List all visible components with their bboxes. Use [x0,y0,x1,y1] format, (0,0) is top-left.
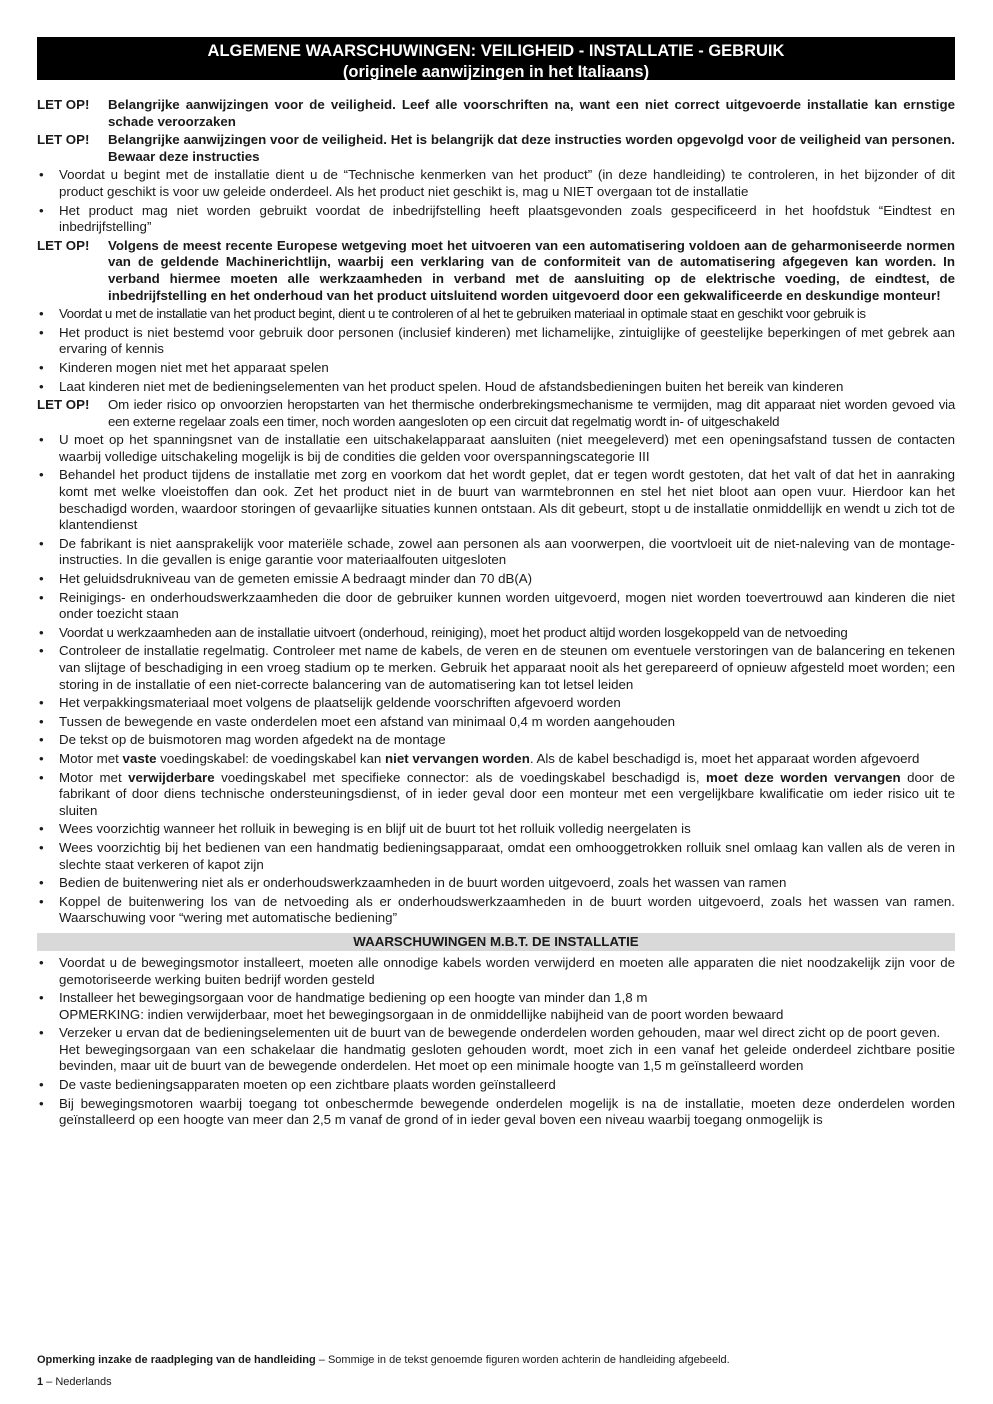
list-item-text: Voordat u werkzaamheden aan de installatie uitvoert (onderhoud, reiniging), moet het product altijd worden losgekoppeld van de netvoeding [59,624,848,640]
list-item-text: Voordat u begint met de installatie dient u de “Technische kenmerken van het product” (in deze handleiding) te controleren, in het bijzonder of dit product geschikt is voor uw geleide onderdeel. Als het product niet geschikt is, mag u NIET overgaan tot de installatie [59,167,955,199]
list-item [37,432,955,465]
list-item-text: Koppel de buitenwering los van de netvoeding als er onderhoudswerkzaamheden in de buurt worden uitgevoerd, zoals het wassen van ramen. Waarschuwing voor “wering met automatische bediening” [59,893,955,926]
list-item [37,360,955,377]
page-number-value: 1 [37,1376,44,1388]
bullet-glyph: • [39,324,44,340]
warning-label: LET OP! [37,97,90,112]
bullet-glyph: • [39,875,44,891]
warning-label: LET OP! [37,397,90,413]
page [37,37,955,1131]
bullet-glyph: • [39,954,44,970]
list-item-text: Behandel het product tijdens de installatie met zorg en voorkom dat het wordt geplet, dat er tegen wordt gestoten, dat het valt of dat het in aanraking komt met welke vloeistoffen dan ook. Zet het product niet in de buurt van warmtebronnen en stel het niet bloot aan open vuur. Hierdoor kan het beschadigd worden, waardoor storingen of gevaarlijke situaties kunnen ontstaan. Als dit gebeurt, stopt u de installatie onmiddellijk en wendt u zich tot de klantendienst [59,467,955,533]
list-item [37,894,955,927]
list-item-text: Laat kinderen niet met de bedieningselementen van het product spelen. Houd de afstandsbedieningen buiten het bereik van kinderen [59,378,844,394]
list-item-text: Bij bewegingsmotoren waarbij toegang tot onbeschermde bewegende onderdelen mogelijk is na de installatie, moeten deze onderdelen worden geïnstalleerd op een hoogte van meer dan 2,5 m vanaf de grond of in ieder geval boven een niveau waarbij toegang onmogelijk is [59,1095,955,1128]
warning-item [37,132,955,165]
warning-item [37,97,955,130]
bullet-glyph: • [39,695,44,711]
page-language: – Nederlands [43,1376,112,1388]
emphasis-text: moet deze worden vervangen [706,769,901,785]
list-item [37,306,955,323]
bullet-glyph: • [39,893,44,909]
text-run: . Als de kabel beschadigd is, moet het apparaat worden afgevoerd [529,750,920,766]
section-heading: WAARSCHUWINGEN M.B.T. DE INSTALLATIE [37,933,955,951]
bullet-glyph: • [39,839,44,855]
warning-text: Volgens de meest recente Europese wetgeving moet het uitvoeren van een automatisering voldoen aan de geharmoniseerde normen van de geldende Machinerichtlijn, waarbij een verklaring van de conformiteit van de automatisering afgegeven kan worden. In verband hiermee moeten alle werkzaamheden in verband met de aansluiting op de elektrische voeding, de eindtest, de inbedrijfstelling en het onderhoud van het product uitsluitend worden uitgevoerd door een gekwalificeerde en deskundige monteur! [108,237,955,303]
bullet-glyph: • [39,571,44,587]
header-title: ALGEMENE WAARSCHUWINGEN: VEILIGHEID - INSTALLATIE - GEBRUIK [207,42,785,60]
list-item [37,821,955,838]
list-item-text: Wees voorzichtig bij het bedienen van een handmatig bedieningsapparaat, omdat een omhooggetrokken rolluik snel omlaag kan vallen als de veren in slechte staat verkeren of kapot zijn [59,839,955,872]
warning-text: Belangrijke aanwijzingen voor de veiligheid. Het is belangrijk dat deze instructies worden opgevolgd voor de veiligheid van personen. Bewaar deze instructies [108,132,955,164]
list-item [37,695,955,712]
bullet-glyph: • [39,643,44,659]
list-item-text: De vaste bedieningsapparaten moeten op een zichtbare plaats worden geïnstalleerd [59,1077,556,1093]
bullet-glyph: • [39,202,44,218]
footnote [37,1353,955,1367]
list-item-text: Voordat u met de installatie van het product begint, dient u te controleren of al het te gebruiken materiaal in optimale staat en geschikt voor gebruik is [59,306,866,322]
bullet-glyph: • [39,1095,44,1111]
list-item [37,875,955,892]
list-item [37,1077,955,1094]
bullet-glyph: • [39,750,44,766]
list-item-text: Het product is niet bestemd voor gebruik door personen (inclusief kinderen) met lichamelijke, zintuiglijke of geestelijke beperkingen of met gebrek aan ervaring of kennis [59,324,955,357]
warning-item [37,397,955,430]
list-item-text: Het product mag niet worden gebruikt voordat de inbedrijfstelling heeft plaatsgevonden zoals gespecificeerd in het hoofdstuk “Eindtest en inbedrijfstelling” [59,202,955,235]
bullet-glyph: • [39,1025,44,1041]
bullet-glyph: • [39,732,44,748]
list-item [37,167,955,200]
warning-text: Om ieder risico op onvoorzien heropstarten van het thermische onderbrekingsmechanisme te vermijden, mag dit apparaat niet worden gevoed via een externe regelaar zoals een timer, noch worden aangesloten op een circuit dat regelmatig wordt in- of uitgeschakeld [108,397,955,429]
page-number [37,1375,112,1389]
list-item [37,751,955,768]
list-item-text [59,1025,955,1075]
list-item-text [59,770,955,820]
list-item [37,536,955,569]
bullet-glyph: • [39,432,44,448]
emphasis-text: vaste [122,750,157,766]
list-item-text: Bedien de buitenwering niet als er onderhoudswerkzaamheden in de buurt worden uitgevoerd, zoals het wassen van ramen [59,875,787,891]
list-item-text: Het geluidsdrukniveau van de gemeten emissie A bedraagt minder dan 70 dB(A) [59,571,533,587]
bullet-glyph: • [39,990,44,1006]
list-item [37,1096,955,1129]
bullet-glyph: • [39,821,44,837]
bullet-glyph: • [39,378,44,394]
list-item [37,955,955,988]
text-line: Het bewegingsorgaan van een schakelaar die handmatig gesloten gehouden wordt, moet zich in een vanaf het geleide onderdeel zichtbare positie bevinden, maar uit de buurt van de bewegende onderdelen. Het moet op een minimale hoogte van 1,5 m geïnstalleerd worden [59,1041,955,1074]
list-item [37,325,955,358]
note-line: OPMERKING: indien verwijderbaar, moet het bewegingsorgaan in de onmiddellijke nabijheid van de poort worden bewaard [59,1006,784,1022]
list-item-text [59,751,955,768]
list-item [37,590,955,623]
list-item [37,840,955,873]
list-item [37,379,955,396]
list-item-text: Voordat u de bewegingsmotor installeert, moeten alle onnodige kabels worden verwijderd en moeten alle apparaten die niet noodzakelijk zijn voor de gemotoriseerde werking buiten bedrijf worden gesteld [59,954,955,987]
footnote-text: – Sommige in de tekst genoemde figuren worden achterin de handleiding afgebeeld. [315,1354,730,1366]
emphasis-text: niet vervangen worden [385,750,530,766]
warning-label: LET OP! [37,237,90,253]
list-item-text: Wees voorzichtig wanneer het rolluik in beweging is en blijf uit de buurt tot het rolluik volledig neergelaten is [59,821,691,837]
footnote-title: Opmerking inzake de raadpleging van de handleiding [37,1354,316,1366]
warning-text: Belangrijke aanwijzingen voor de veiligheid. Leef alle voorschriften na, want een niet correct uitgevoerde installatie kan ernstige schade veroorzaken [108,97,955,129]
list-item [37,625,955,642]
list-item-text: U moet op het spanningsnet van de installatie een uitschakelapparaat aansluiten (niet meegeleverd) met een openingsafstand tussen de contacten waarbij volledige uitschakeling mogelijk is bij de condities die gelden voor overspanningscategorie III [59,432,955,464]
text-line: Installeer het bewegingsorgaan voor de handmatige bediening op een hoogte van minder dan 1,8 m [59,990,648,1006]
bullet-glyph: • [39,306,44,322]
list-item [37,770,955,820]
header-subtitle: (originele aanwijzingen in het Italiaans) [342,63,650,81]
list-item [37,571,955,588]
list-item-text: De fabrikant is niet aansprakelijk voor materiële schade, zowel aan personen als aan voorwerpen, die voortvloeit uit de niet-naleving van de montage-instructies. In die gevallen is enige garantie voor materiaalfouten uitgesloten [59,535,955,568]
list-item [37,203,955,236]
list-item [37,714,955,731]
list-item [37,990,955,1023]
list-item-text [59,990,955,1023]
bullet-glyph: • [39,769,44,785]
list-item-text: De tekst op de buismotoren mag worden afgedekt na de montage [59,732,446,748]
text-run: voedingskabel: de voedingskabel kan [156,750,385,766]
bullet-glyph: • [39,624,44,640]
text-run: Motor met [59,769,129,785]
list-item [37,732,955,749]
text-line: Verzeker u ervan dat de bedieningselementen uit de buurt van de bewegende onderdelen worden gehouden, maar wel direct zicht op de poort geven. [59,1025,941,1041]
warning-label: LET OP! [37,132,90,148]
list-item-text: Kinderen mogen niet met het apparaat spelen [59,359,329,375]
bullet-glyph: • [39,589,44,605]
bullet-glyph: • [39,535,44,551]
list-item-text: Reinigings- en onderhoudswerkzaamheden die door de gebruiker kunnen worden uitgevoerd, mogen niet worden toevertrouwd aan kinderen die niet onder toezicht staan [59,589,955,622]
list-item [37,643,955,693]
list-item-text: Controleer de installatie regelmatig. Controleer met name de kabels, de veren en de steunen om eventuele verstoringen van de balancering en tekenen van slijtage of beschadiging in een vroeg stadium op te merken. Gebruik het apparaat nooit als het gerepareerd of opnieuw afgesteld moet worden; een storing in de installatie of een niet-correcte balancering van de automatisering kan tot letsel leiden [59,643,955,692]
warning-item [37,238,955,304]
text-run: door de fabrikant of door diens technische ondersteuningsdienst, of in ieder geval door een monteur met een vergelijkbare kwalificatie om ieder risico uit te sluiten [59,769,955,818]
emphasis-text: verwijderbare [128,769,215,785]
page-header [37,37,955,80]
bullet-glyph: • [39,167,44,183]
list-item-text: Tussen de bewegende en vaste onderdelen moet een afstand van minimaal 0,4 m worden aangehouden [59,713,676,729]
bullet-glyph: • [39,713,44,729]
bullet-glyph: • [39,467,44,483]
list-item [37,1025,955,1075]
list-item-text: Het verpakkingsmateriaal moet volgens de plaatselijk geldende voorschriften afgevoerd worden [59,695,621,711]
bullet-glyph: • [39,1077,44,1093]
document-body [37,97,955,1129]
bullet-glyph: • [39,359,44,375]
list-item [37,467,955,533]
text-run: Motor met [59,750,123,766]
text-run: voedingskabel met specifieke connector: als de voedingskabel beschadigd is, [214,769,707,785]
